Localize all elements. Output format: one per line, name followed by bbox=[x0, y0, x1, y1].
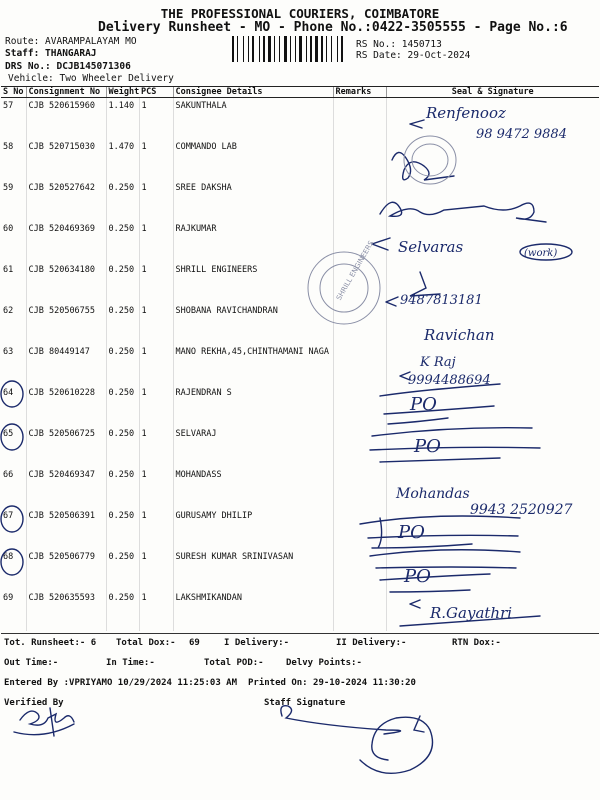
cell-pcs: 1 bbox=[139, 426, 173, 467]
table-row bbox=[1, 385, 599, 426]
cell-sno: 64 bbox=[3, 388, 14, 398]
cell-sno: 60 bbox=[3, 224, 14, 234]
cell-sno: 57 bbox=[3, 101, 14, 111]
cell-consignee: SELVARAJ bbox=[173, 426, 333, 467]
col-seal: Seal & Signature bbox=[386, 87, 599, 98]
cell-weight: 0.250 bbox=[106, 180, 139, 221]
cell-consignment: CJB 520469347 bbox=[26, 467, 106, 508]
barcode-bar bbox=[333, 36, 336, 62]
cell-signature bbox=[386, 344, 599, 385]
table-row bbox=[1, 344, 599, 385]
cell-consignee: LAKSHMIKANDAN bbox=[173, 590, 333, 631]
barcode-bar bbox=[263, 36, 265, 62]
cell-weight: 0.250 bbox=[106, 467, 139, 508]
barcode-bar bbox=[255, 36, 258, 62]
cell-signature bbox=[386, 590, 599, 631]
col-pcs: PCS bbox=[139, 87, 173, 98]
total-dox-label: Total Dox:- bbox=[116, 638, 176, 648]
cell-remarks bbox=[333, 262, 386, 303]
printed-on: Printed On: 29-10-2024 11:30:20 bbox=[248, 678, 416, 688]
cell-signature bbox=[386, 139, 599, 180]
barcode-bar bbox=[235, 36, 236, 62]
cell-consignment: CJB 520634180 bbox=[26, 262, 106, 303]
barcode-bar bbox=[252, 36, 254, 62]
cell-remarks bbox=[333, 385, 386, 426]
table-row bbox=[1, 508, 599, 549]
barcode-bar bbox=[281, 36, 283, 62]
cell-remarks bbox=[333, 221, 386, 262]
cell-consignment: CJB 520527642 bbox=[26, 180, 106, 221]
barcode-bar bbox=[292, 36, 294, 62]
cell-consignment: CJB 80449147 bbox=[26, 344, 106, 385]
total-dox-value: 69 bbox=[189, 638, 200, 648]
cell-weight: 0.250 bbox=[106, 221, 139, 262]
barcode-bar bbox=[276, 36, 278, 62]
staff-signature-label: Staff Signature bbox=[264, 698, 346, 708]
cell-pcs: 1 bbox=[139, 467, 173, 508]
hw-62-name: Ravichan bbox=[424, 326, 495, 344]
col-remarks: Remarks bbox=[333, 87, 386, 98]
barcode-bar bbox=[341, 36, 343, 62]
hw-64-po: PO bbox=[410, 394, 437, 415]
i-delivery: I Delivery:- bbox=[224, 638, 290, 648]
cell-remarks bbox=[333, 508, 386, 549]
cell-remarks bbox=[333, 426, 386, 467]
barcode-bar bbox=[237, 36, 238, 62]
hw-63-name: K Raj bbox=[420, 355, 456, 370]
barcode-bar bbox=[243, 36, 244, 62]
cell-consignee: SHRILL ENGINEERS bbox=[173, 262, 333, 303]
cell-consignee: SURESH KUMAR SRINIVASAN bbox=[173, 549, 333, 590]
cell-weight: 0.250 bbox=[106, 426, 139, 467]
rs-date: RS Date: 29-Oct-2024 bbox=[356, 50, 471, 61]
tot-runsheet: Tot. Runsheet:- 6 bbox=[4, 638, 97, 648]
cell-pcs: 1 bbox=[139, 549, 173, 590]
hw-57-name: Renfenooz bbox=[426, 104, 506, 122]
delvy-points: Delvy Points:- bbox=[286, 658, 362, 668]
stamp-text-61: SHRILL ENGINEERS bbox=[334, 239, 376, 302]
cell-remarks bbox=[333, 303, 386, 344]
out-time: Out Time:- bbox=[4, 658, 59, 668]
cell-signature bbox=[386, 180, 599, 221]
cell-pcs: 1 bbox=[139, 180, 173, 221]
hw-69-name: R.Gayathri bbox=[430, 604, 513, 622]
cell-remarks bbox=[333, 180, 386, 221]
hw-68-po: PO bbox=[404, 566, 431, 587]
hw-66-phone: 9943 2520927 bbox=[470, 502, 573, 518]
barcode-bar bbox=[284, 36, 287, 62]
table-row bbox=[1, 590, 599, 631]
cell-consignment: CJB 520610228 bbox=[26, 385, 106, 426]
cell-signature bbox=[386, 467, 599, 508]
cell-sno: 59 bbox=[3, 183, 14, 193]
route-label: Route: AVARAMPALAYAM MO bbox=[5, 36, 137, 47]
cell-sno: 65 bbox=[3, 429, 14, 439]
cell-weight: 1.470 bbox=[106, 139, 139, 180]
cell-consignee: SREE DAKSHA bbox=[173, 180, 333, 221]
total-pod: Total POD:- bbox=[204, 658, 264, 668]
rs-number: RS No.: 1450713 bbox=[356, 39, 442, 50]
cell-sno: 67 bbox=[3, 511, 14, 521]
table-row bbox=[1, 426, 599, 467]
cell-remarks bbox=[333, 590, 386, 631]
hw-67-po: PO bbox=[398, 522, 425, 543]
ii-delivery: II Delivery:- bbox=[336, 638, 407, 648]
cell-weight: 0.250 bbox=[106, 549, 139, 590]
barcode-bar bbox=[295, 36, 296, 62]
table-row bbox=[1, 98, 599, 140]
cell-signature bbox=[386, 262, 599, 303]
cell-signature bbox=[386, 98, 599, 140]
cell-weight: 0.250 bbox=[106, 508, 139, 549]
cell-weight: 0.250 bbox=[106, 385, 139, 426]
barcode-bar bbox=[239, 36, 242, 62]
cell-consignee: MOHANDASS bbox=[173, 467, 333, 508]
cell-pcs: 1 bbox=[139, 221, 173, 262]
in-time: In Time:- bbox=[106, 658, 155, 668]
cell-consignment: CJB 520506391 bbox=[26, 508, 106, 549]
cell-consignee: RAJKUMAR bbox=[173, 221, 333, 262]
barcode-bar bbox=[321, 36, 323, 62]
table-row bbox=[1, 549, 599, 590]
cell-sno: 63 bbox=[3, 347, 14, 357]
cell-pcs: 1 bbox=[139, 344, 173, 385]
cell-consignee: MANO REKHA,45,CHINTHAMANI NAGA bbox=[173, 344, 333, 385]
cell-consignee: SAKUNTHALA bbox=[173, 98, 333, 140]
table-row bbox=[1, 139, 599, 180]
barcode-bar bbox=[250, 36, 251, 62]
cell-consignee: COMMANDO LAB bbox=[173, 139, 333, 180]
cell-remarks bbox=[333, 549, 386, 590]
delivery-table bbox=[1, 86, 599, 631]
barcode-bar bbox=[248, 36, 249, 62]
cell-pcs: 1 bbox=[139, 385, 173, 426]
barcode-bar bbox=[331, 36, 332, 62]
barcode-bar bbox=[339, 36, 340, 62]
barcode-bar bbox=[310, 36, 312, 62]
barcode-bar bbox=[272, 36, 273, 62]
barcode-bar bbox=[315, 36, 318, 62]
barcode-bar bbox=[297, 36, 298, 62]
barcode-bar bbox=[279, 36, 280, 62]
table-row bbox=[1, 180, 599, 221]
barcode-bar bbox=[261, 36, 262, 62]
cell-weight: 0.250 bbox=[106, 303, 139, 344]
table-row bbox=[1, 262, 599, 303]
col-sno: S No bbox=[1, 87, 26, 98]
table-row bbox=[1, 467, 599, 508]
staff-label: Staff: THANGARAJ bbox=[5, 48, 97, 59]
barcode-bar bbox=[337, 36, 338, 62]
barcode-bar bbox=[319, 36, 320, 62]
barcode-bar bbox=[290, 36, 291, 62]
verified-by: Verified By bbox=[4, 698, 64, 708]
barcode-bar bbox=[232, 36, 234, 62]
barcode-bar bbox=[274, 36, 275, 62]
cell-remarks bbox=[333, 344, 386, 385]
cell-sno: 69 bbox=[3, 593, 14, 603]
barcode-bar bbox=[266, 36, 267, 62]
cell-pcs: 1 bbox=[139, 139, 173, 180]
barcode-bar bbox=[324, 36, 325, 62]
cell-consignment: CJB 520506725 bbox=[26, 426, 106, 467]
col-consignment: Consignment No bbox=[26, 87, 106, 98]
table-row bbox=[1, 221, 599, 262]
barcode-bar bbox=[303, 36, 305, 62]
table-row bbox=[1, 303, 599, 344]
cell-weight: 0.250 bbox=[106, 262, 139, 303]
cell-weight: 0.250 bbox=[106, 590, 139, 631]
cell-pcs: 1 bbox=[139, 262, 173, 303]
barcode-bar bbox=[259, 36, 260, 62]
drs-number: DRS No.: DCJB145071306 bbox=[5, 61, 131, 72]
cell-sno: 61 bbox=[3, 265, 14, 275]
cell-consignee: RAJENDRAN S bbox=[173, 385, 333, 426]
barcode-bar bbox=[328, 36, 330, 62]
cell-sno: 66 bbox=[3, 470, 14, 480]
hw-66-name: Mohandas bbox=[396, 486, 470, 502]
cell-pcs: 1 bbox=[139, 98, 173, 140]
barcode bbox=[232, 36, 350, 62]
cell-signature bbox=[386, 549, 599, 590]
staff-signature-mark bbox=[281, 706, 433, 774]
cell-consignment: CJB 520615960 bbox=[26, 98, 106, 140]
vehicle-label: Vehicle: Two Wheeler Delivery bbox=[8, 73, 174, 84]
company-name: THE PROFESSIONAL COURIERS, COIMBATORE bbox=[160, 6, 440, 21]
col-weight: Weight bbox=[106, 87, 139, 98]
barcode-bar bbox=[313, 36, 314, 62]
barcode-bar bbox=[288, 36, 289, 62]
rtn-dox: RTN Dox:- bbox=[452, 638, 501, 648]
cell-sno: 62 bbox=[3, 306, 14, 316]
cell-signature bbox=[386, 221, 599, 262]
cell-signature bbox=[386, 303, 599, 344]
entered-by: Entered By :VPRIYAMO 10/29/2024 11:25:03 AM bbox=[4, 678, 237, 688]
verified-signature bbox=[14, 708, 74, 736]
cell-consignment: CJB 520469369 bbox=[26, 221, 106, 262]
hw-57-phone: 98 9472 9884 bbox=[476, 127, 567, 142]
cell-consignee: GURUSAMY DHILIP bbox=[173, 508, 333, 549]
cell-consignment: CJB 520715030 bbox=[26, 139, 106, 180]
cell-signature bbox=[386, 426, 599, 467]
cell-remarks bbox=[333, 467, 386, 508]
cell-weight: 1.140 bbox=[106, 98, 139, 140]
cell-consignee: SHOBANA RAVICHANDRAN bbox=[173, 303, 333, 344]
cell-pcs: 1 bbox=[139, 508, 173, 549]
runsheet-title: Delivery Runsheet - MO - Phone No.:0422-3505555 - Page No.:6 bbox=[98, 20, 568, 35]
hw-60-name: Selvaras bbox=[398, 238, 464, 256]
barcode-bar bbox=[268, 36, 271, 62]
hw-65-po: PO bbox=[414, 436, 441, 457]
barcode-bar bbox=[245, 36, 247, 62]
cell-weight: 0.250 bbox=[106, 344, 139, 385]
cell-pcs: 1 bbox=[139, 303, 173, 344]
hw-63-phone: 9994488694 bbox=[408, 373, 491, 388]
barcode-bar bbox=[306, 36, 307, 62]
cell-pcs: 1 bbox=[139, 590, 173, 631]
cell-signature bbox=[386, 385, 599, 426]
cell-sno: 68 bbox=[3, 552, 14, 562]
col-consignee: Consignee Details bbox=[173, 87, 333, 98]
table-bottom-rule bbox=[1, 633, 599, 634]
cell-remarks bbox=[333, 139, 386, 180]
barcode-bar bbox=[299, 36, 302, 62]
hw-62-phone: 9487813181 bbox=[400, 293, 483, 308]
cell-consignment: CJB 520635593 bbox=[26, 590, 106, 631]
table-header bbox=[1, 87, 599, 98]
cell-consignment: CJB 520506755 bbox=[26, 303, 106, 344]
hw-60-note: (work) bbox=[524, 248, 558, 259]
cell-consignment: CJB 520506779 bbox=[26, 549, 106, 590]
cell-sno: 58 bbox=[3, 142, 14, 152]
barcode-bar bbox=[326, 36, 327, 62]
barcode-bar bbox=[308, 36, 309, 62]
cell-remarks bbox=[333, 98, 386, 140]
cell-signature bbox=[386, 508, 599, 549]
